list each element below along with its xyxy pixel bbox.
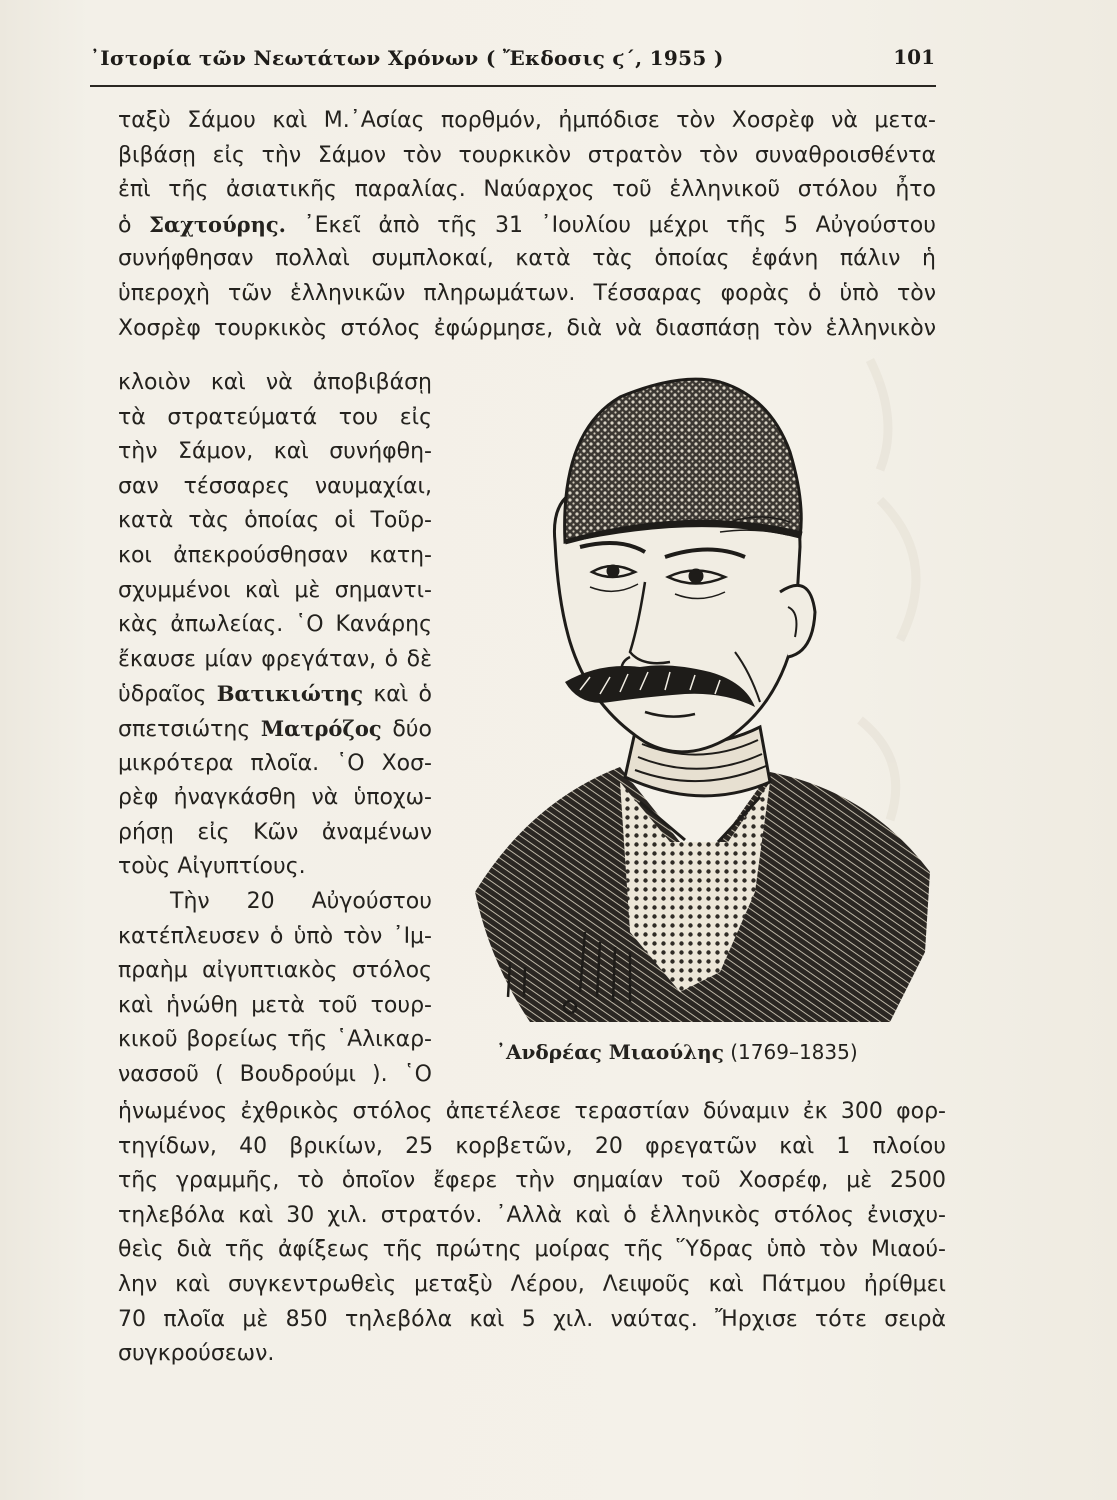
text-line: ἐπὶ τῆς ἀσιατικῆς παραλίας. Ναύαρχος τοῦ ἑλληνικοῦ στόλου ἦτο — [118, 177, 936, 203]
text-fragment: δύο — [392, 716, 432, 742]
text-line: τὴν Σάμον, καὶ συνήφθη- — [118, 439, 432, 465]
text-line: κατὰ τὰς ὁποίας οἱ Τοῦρ- — [118, 508, 432, 534]
text-line: ρήσῃ εἰς Κῶν ἀναμένων — [118, 819, 432, 845]
text-line: ἡνωμένος ἐχθρικὸς στόλος ἀπετέλεσε τεραστίαν δύναμιν ἐκ 300 φορ- — [118, 1099, 946, 1124]
bold-name-vatikiotis: Βατικιώτης — [216, 681, 364, 707]
header-title: ᾿Ιστορία τῶν Νεωτάτων Χρόνων ( Ἔκδοσις ϛ΄, 1955 ) — [90, 46, 724, 70]
text-line: Χοσρὲφ τουρκικὸς στόλος ἐφώρμησε, διὰ νὰ διασπάσῃ τὸν ἑλληνικὸν — [118, 315, 936, 341]
text-line-with-bold — [118, 677, 432, 712]
text-line: κοι ἀπεκρούσθησαν κατη- — [118, 542, 432, 568]
text-line: σχυμμένοι καὶ μὲ σημαντι- — [118, 577, 432, 603]
text-line: ρὲφ ἠναγκάσθη νὰ ὑποχω- — [118, 785, 432, 811]
text-line: κικοῦ βορείως τῆς ῾Αλικαρ- — [118, 1027, 432, 1053]
bold-name-matrozos: Ματρόζος — [260, 715, 382, 741]
text-line: ἔκαυσε μίαν φρεγάταν, ὁ δὲ — [118, 646, 432, 672]
caption-name: ᾿Ανδρέας Μιαούλης — [496, 1040, 724, 1064]
text-line: τοὺς Αἰγυπτίους. — [118, 854, 306, 880]
text-line-with-bold — [118, 208, 936, 243]
text-line: ταξὺ Σάμου καὶ Μ.᾿Ασίας πορθμόν, ἠμπόδισε τὸν Χοσρὲφ νὰ μετα- — [118, 108, 936, 133]
text-line: 70 πλοῖα μὲ 850 τηλεβόλα καὶ 5 χιλ. ναύτας. Ἤρχισε τότε σειρὰ — [118, 1306, 946, 1332]
text-line: ὑπεροχὴ τῶν ἑλληνικῶν πληρωμάτων. Τέσσαρας φορὰς ὁ ὑπὸ τὸν — [118, 280, 936, 306]
text-line: συγκρούσεων. — [118, 1341, 275, 1367]
text-line: Τὴν 20 Αὐγούστου — [170, 888, 432, 914]
text-line: μικρότερα πλοῖα. ῾Ο Χοσ- — [118, 750, 432, 776]
text-line: συνήφθησαν πολλαὶ συμπλοκαί, κατὰ τὰς ὁποίας ἐφάνη πάλιν ἡ — [118, 246, 936, 272]
text-fragment: ὁ — [118, 212, 132, 238]
text-line: τὰ στρατεύματά του εἰς — [118, 404, 432, 430]
text-line: κλοιὸν καὶ νὰ ἀποβιβάσῃ — [118, 370, 432, 395]
paragraph-bottom — [118, 1095, 946, 1372]
text-line: θεὶς διὰ τῆς ἀφίξεως τῆς πρώτης μοίρας τῆς Ὕδρας ὑπὸ τὸν Μιαού- — [118, 1237, 946, 1263]
header-rule — [90, 85, 936, 87]
text-fragment: σπετσιώτης — [118, 716, 251, 742]
text-line: τηγίδων, 40 βρικίων, 25 κορβετῶν, 20 φρεγατῶν καὶ 1 πλοίου — [118, 1133, 946, 1159]
text-line: τηλεβόλα καὶ 30 χιλ. στρατόν. ᾿Αλλὰ καὶ ὁ ἑλληνικὸς στόλος ἐνισχυ- — [118, 1202, 946, 1228]
text-line: βιβάσῃ εἰς τὴν Σάμον τὸν τουρκικὸν στρατὸν τὸν συναθροισθέντα — [118, 142, 936, 168]
text-line: σαν τέσσαρες ναυμαχίαι, — [118, 473, 432, 499]
bold-name-sachtouris: Σαχτούρης. — [149, 211, 286, 237]
text-line: καὶ ἡνώθη μετὰ τοῦ τουρ- — [118, 992, 432, 1018]
text-line: νασσοῦ ( Βουδρούμι ). ῾Ο — [118, 1061, 432, 1087]
page-number: 101 — [893, 45, 935, 69]
paragraph-top — [118, 104, 936, 346]
caption-dates: (1769–1835) — [730, 1040, 858, 1064]
portrait-caption — [496, 1040, 858, 1064]
text-fragment: ὑδραῖος — [118, 682, 207, 708]
text-fragment: καὶ ὁ — [373, 682, 432, 708]
text-line: πραὴμ αἰγυπτιακὸς στόλος — [118, 958, 432, 984]
text-line: τῆς γραμμῆς, τὸ ὁποῖον ἔφερε τὴν σημαίαν τοῦ Χοσρέφ, μὲ 2500 — [118, 1168, 946, 1194]
text-line: κὰς ἀπωλείας. ῾Ο Κανάρης — [118, 612, 432, 638]
text-line: κατέπλευσεν ὁ ὑπὸ τὸν ᾿Ιμ- — [118, 923, 432, 949]
running-header — [90, 46, 935, 70]
text-line-with-bold — [118, 712, 432, 747]
text-fragment: ᾿Εκεῖ ἀπὸ τῆς 31 ᾿Ιουλίου μέχρι τῆς 5 Αὐγούστου — [303, 212, 936, 238]
portrait-engraving — [470, 372, 935, 1022]
paragraph-wrapped — [118, 366, 432, 1092]
text-line: λην καὶ συγκεντρωθεὶς μεταξὺ Λέρου, Λειψοῦς καὶ Πάτμου ἠρίθμει — [118, 1271, 946, 1297]
